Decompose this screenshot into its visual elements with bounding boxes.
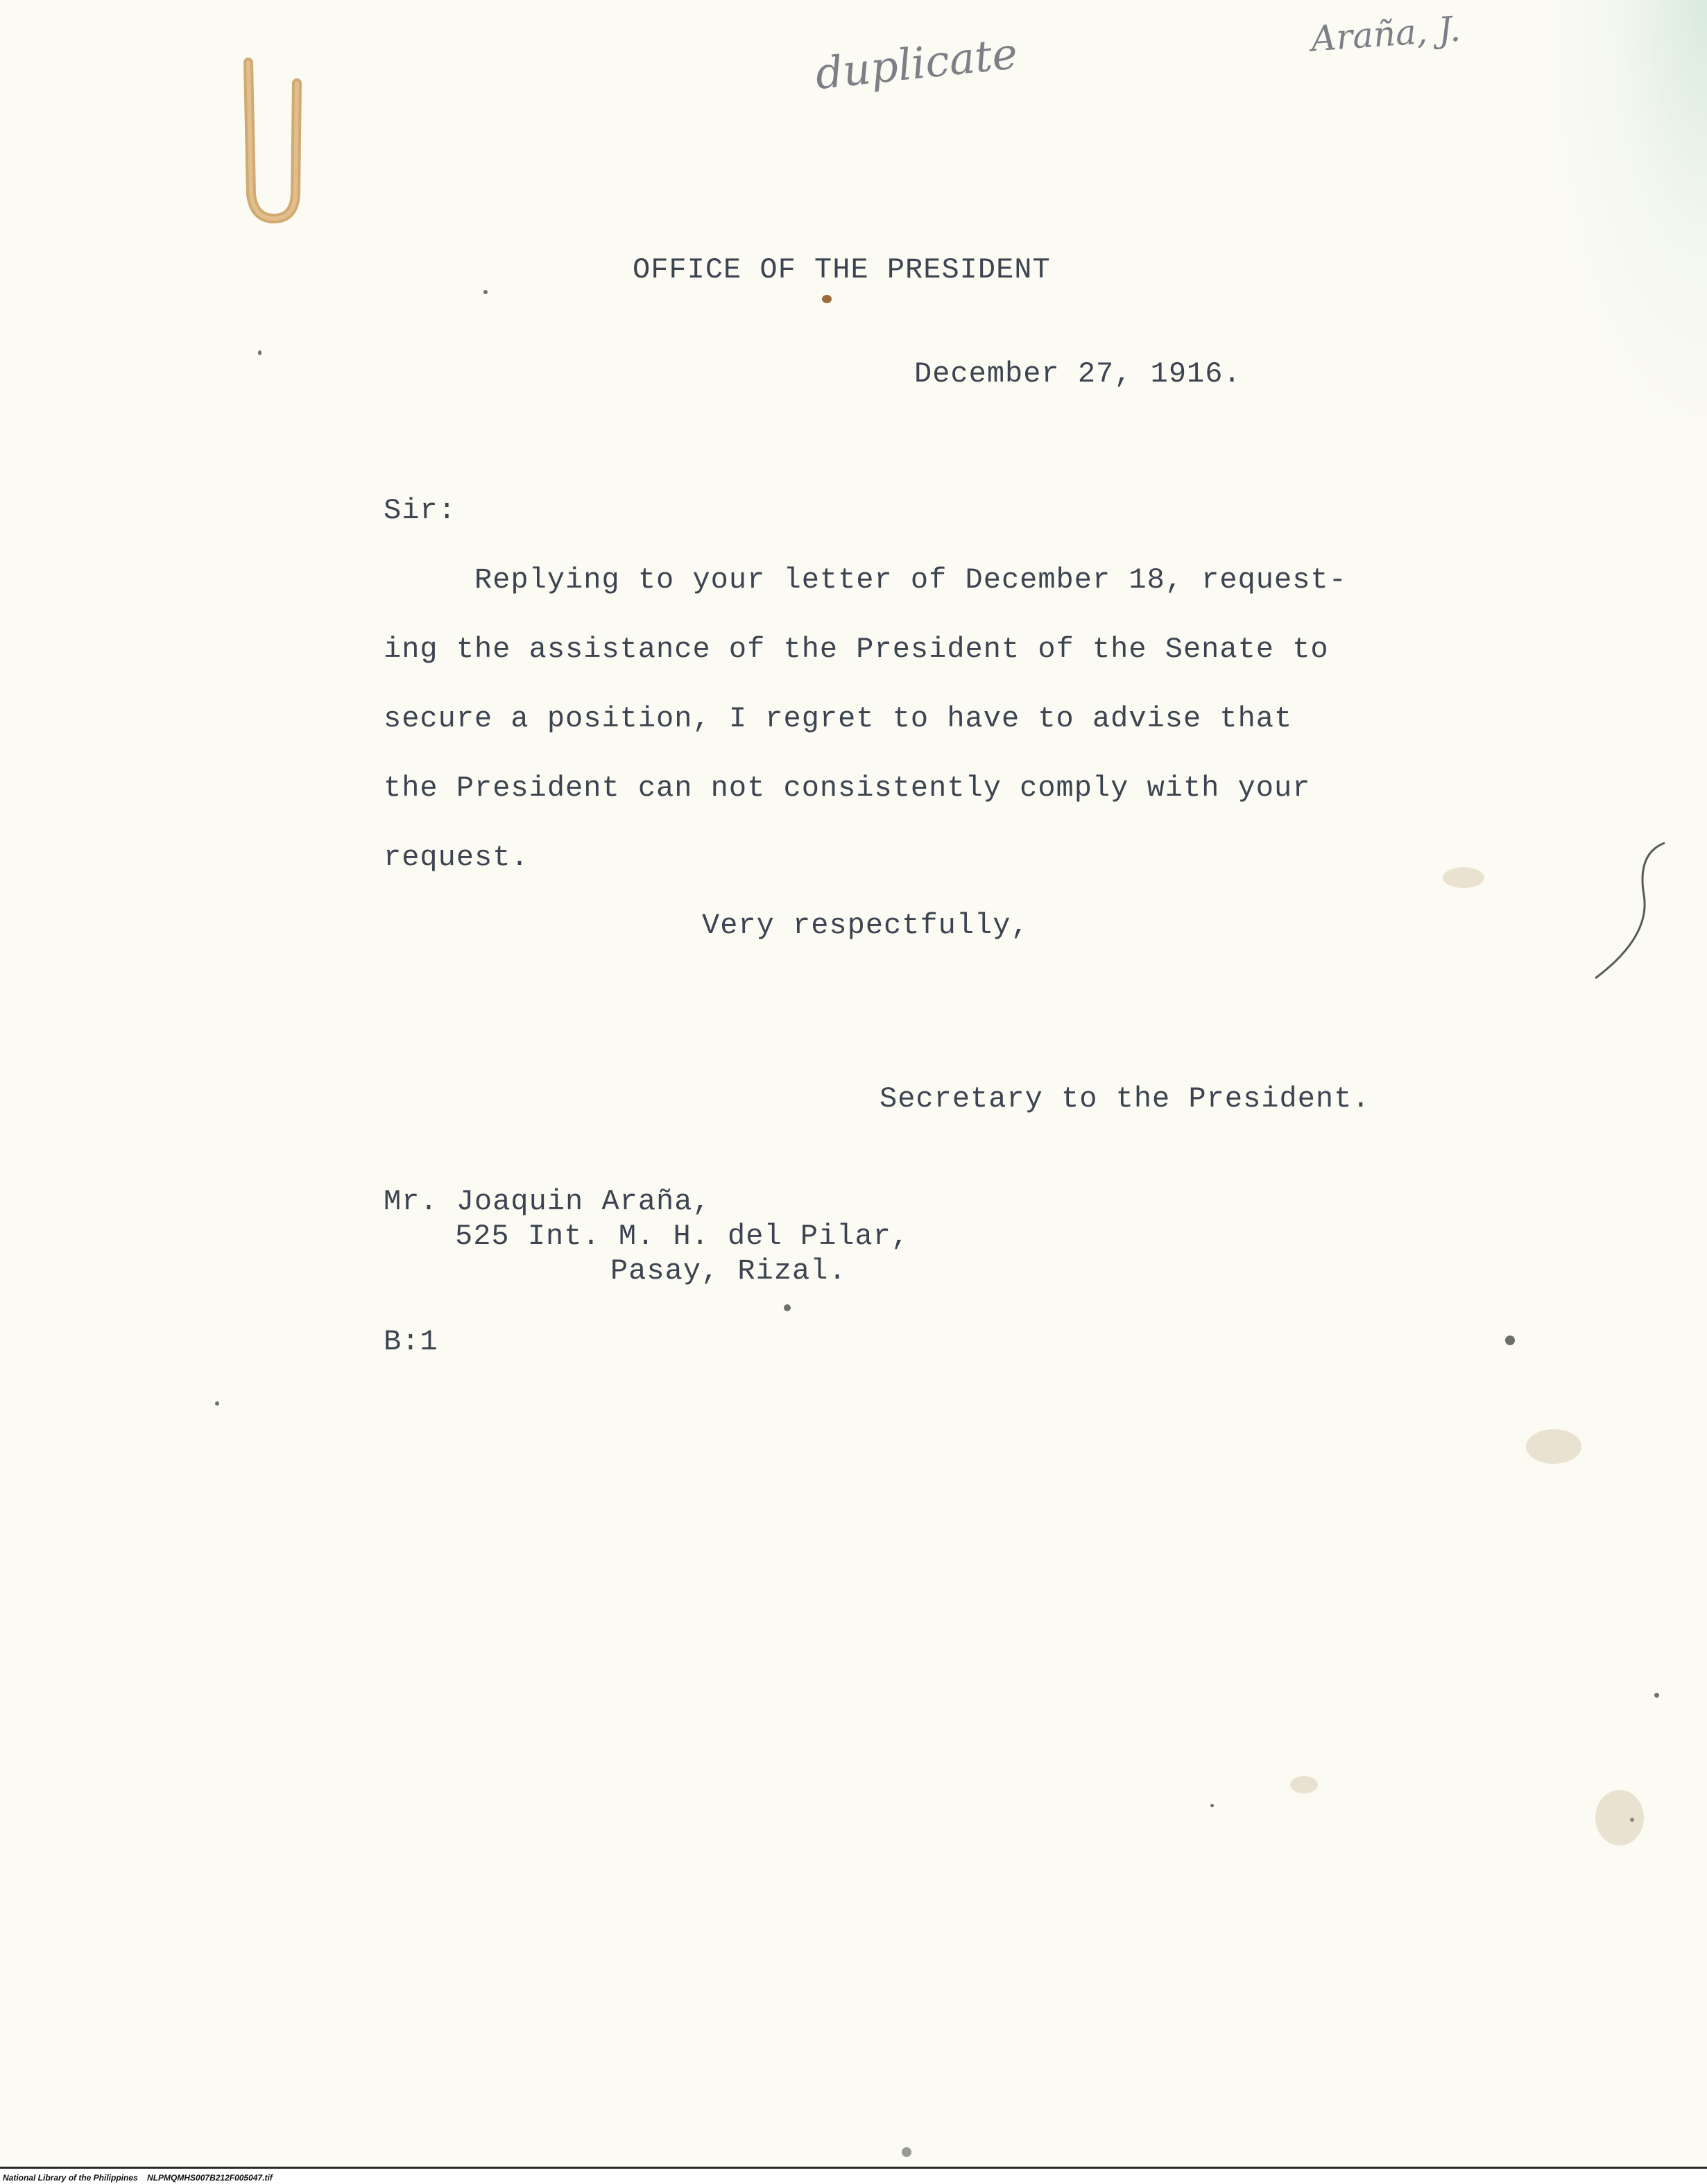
body-line: request. <box>384 841 529 874</box>
ink-speck <box>822 295 832 303</box>
body-line: Replying to your letter of December 18, request- <box>384 563 1347 597</box>
ink-speck <box>215 1401 219 1406</box>
letterhead-title: OFFICE OF THE PRESIDENT <box>633 253 1051 287</box>
handwritten-name-note: Araña, J. <box>1310 8 1462 60</box>
ink-speck <box>784 1304 791 1311</box>
addressee-name: Mr. Joaquin Araña, <box>384 1185 711 1218</box>
paper-discoloration <box>1554 0 1707 416</box>
ink-speck <box>258 350 261 355</box>
handwritten-duplicate-note: duplicate <box>812 27 1020 100</box>
body-line: secure a position, I regret to have to advise that <box>384 702 1293 735</box>
paper-stain <box>1290 1776 1318 1793</box>
footer-library: National Library of the Philippines <box>3 2173 138 2183</box>
body-line: the President can not consistently comply with your <box>384 771 1311 805</box>
signature-title: Secretary to the President. <box>880 1082 1371 1116</box>
hair-mark <box>1588 839 1672 985</box>
paper-stain <box>1595 1790 1644 1845</box>
footer-file-id: NLPMQMHS007B212F005047.tif <box>147 2173 273 2183</box>
salutation: Sir: <box>384 494 456 527</box>
ink-speck <box>902 2147 911 2157</box>
letter-date: December 27, 1916. <box>914 357 1242 391</box>
addressee-street: 525 Int. M. H. del Pilar, <box>455 1220 910 1253</box>
archive-footer-bar <box>0 2167 1707 2184</box>
ink-speck <box>483 290 488 294</box>
ink-speck <box>1210 1804 1214 1807</box>
body-line: ing the assistance of the President of the Senate to <box>384 633 1329 666</box>
paper-stain <box>1526 1429 1581 1464</box>
ink-speck <box>1654 1693 1659 1698</box>
paper-stain <box>1443 867 1484 888</box>
complimentary-close: Very respectfully, <box>702 909 1029 942</box>
archive-footer-text <box>3 2173 273 2183</box>
reference-initials: B:1 <box>384 1325 438 1358</box>
ink-speck <box>1505 1336 1515 1345</box>
addressee-city: Pasay, Rizal. <box>610 1254 847 1288</box>
paperclip-rust-mark <box>236 56 312 229</box>
